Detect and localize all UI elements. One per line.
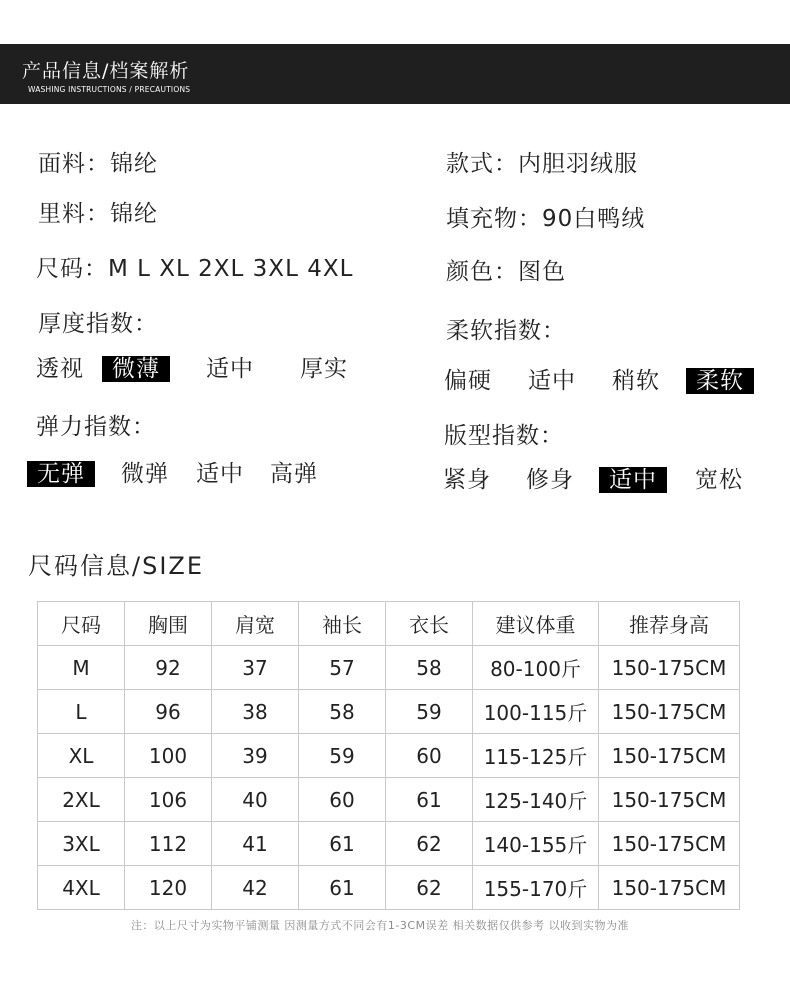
table-cell: 61: [386, 778, 473, 822]
table-row: [38, 866, 740, 910]
table-cell: 2XL: [38, 778, 125, 822]
table-cell: 59: [299, 734, 386, 778]
softness-option-selected: 柔软: [686, 368, 754, 394]
table-cell: 150-175CM: [599, 734, 740, 778]
fabric-spec: 面料：锦纶: [38, 151, 158, 177]
table-cell: 100-115斤: [473, 690, 599, 734]
sizes-spec: 尺码：M L XL 2XL 3XL 4XL: [36, 256, 354, 282]
table-cell: 62: [386, 866, 473, 910]
table-row: [38, 734, 740, 778]
table-header-row: [38, 602, 740, 646]
table-row: [38, 690, 740, 734]
column-header: 尺码: [38, 602, 125, 646]
table-cell: 42: [212, 866, 299, 910]
table-cell: 62: [386, 822, 473, 866]
column-header: 肩宽: [212, 602, 299, 646]
softness-option: 偏硬: [444, 368, 492, 394]
table-cell: 80-100斤: [473, 646, 599, 690]
thickness-option: 厚实: [300, 356, 348, 382]
table-cell: 38: [212, 690, 299, 734]
table-cell: XL: [38, 734, 125, 778]
table-cell: 150-175CM: [599, 778, 740, 822]
thickness-label: 厚度指数：: [38, 311, 158, 337]
table-cell: 125-140斤: [473, 778, 599, 822]
table-cell: 37: [212, 646, 299, 690]
table-cell: 41: [212, 822, 299, 866]
thickness-option-selected: 微薄: [102, 356, 170, 382]
page-subtitle: WASHING INSTRUCTIONS / PRECAUTIONS: [28, 85, 191, 94]
softness-label: 柔软指数：: [446, 318, 566, 344]
fit-option: 宽松: [695, 467, 743, 493]
table-cell: 60: [386, 734, 473, 778]
header-banner: [0, 44, 790, 104]
elasticity-option: 微弹: [121, 461, 169, 487]
table-row: [38, 778, 740, 822]
table-cell: 115-125斤: [473, 734, 599, 778]
measurement-note: 注：以上尺寸为实物平铺测量 因测量方式不同会有1-3CM误差 相关数据仅供参考 以收到实物为准: [130, 919, 630, 932]
table-cell: 140-155斤: [473, 822, 599, 866]
column-header: 胸围: [125, 602, 212, 646]
table-cell: 150-175CM: [599, 822, 740, 866]
page-title: 产品信息/档案解析: [22, 60, 190, 82]
table-cell: 61: [299, 822, 386, 866]
column-header: 建议体重: [473, 602, 599, 646]
column-header: 推荐身高: [599, 602, 740, 646]
table-cell: 150-175CM: [599, 646, 740, 690]
table-cell: 4XL: [38, 866, 125, 910]
softness-option: 稍软: [612, 368, 660, 394]
table-cell: 58: [299, 690, 386, 734]
fit-option: 修身: [526, 467, 574, 493]
table-cell: 58: [386, 646, 473, 690]
thickness-option: 透视: [36, 356, 84, 382]
table-cell: 61: [299, 866, 386, 910]
table-cell: L: [38, 690, 125, 734]
elasticity-option: 适中: [196, 461, 244, 487]
filling-spec: 填充物：90白鸭绒: [446, 206, 646, 232]
column-header: 衣长: [386, 602, 473, 646]
table-cell: 96: [125, 690, 212, 734]
table-cell: 150-175CM: [599, 690, 740, 734]
table-row: [38, 822, 740, 866]
table-cell: 120: [125, 866, 212, 910]
table-row: [38, 646, 740, 690]
table-cell: 150-175CM: [599, 866, 740, 910]
size-section-title: 尺码信息/SIZE: [28, 552, 205, 580]
table-cell: 112: [125, 822, 212, 866]
table-cell: M: [38, 646, 125, 690]
table-cell: 57: [299, 646, 386, 690]
elasticity-option-selected: 无弹: [27, 461, 95, 487]
fit-option-selected: 适中: [599, 467, 667, 493]
style-spec: 款式：内胆羽绒服: [446, 151, 638, 177]
table-cell: 60: [299, 778, 386, 822]
table-cell: 100: [125, 734, 212, 778]
table-cell: 59: [386, 690, 473, 734]
color-spec: 颜色：图色: [446, 259, 566, 285]
table-cell: 39: [212, 734, 299, 778]
elasticity-label: 弹力指数：: [36, 414, 156, 440]
size-table: [37, 601, 740, 910]
table-cell: 155-170斤: [473, 866, 599, 910]
fit-label: 版型指数：: [444, 423, 564, 449]
elasticity-option: 高弹: [270, 461, 318, 487]
table-cell: 40: [212, 778, 299, 822]
table-cell: 92: [125, 646, 212, 690]
softness-option: 适中: [528, 368, 576, 394]
table-cell: 3XL: [38, 822, 125, 866]
lining-spec: 里料：锦纶: [38, 201, 158, 227]
thickness-option: 适中: [206, 356, 254, 382]
fit-option: 紧身: [443, 467, 491, 493]
column-header: 袖长: [299, 602, 386, 646]
table-cell: 106: [125, 778, 212, 822]
